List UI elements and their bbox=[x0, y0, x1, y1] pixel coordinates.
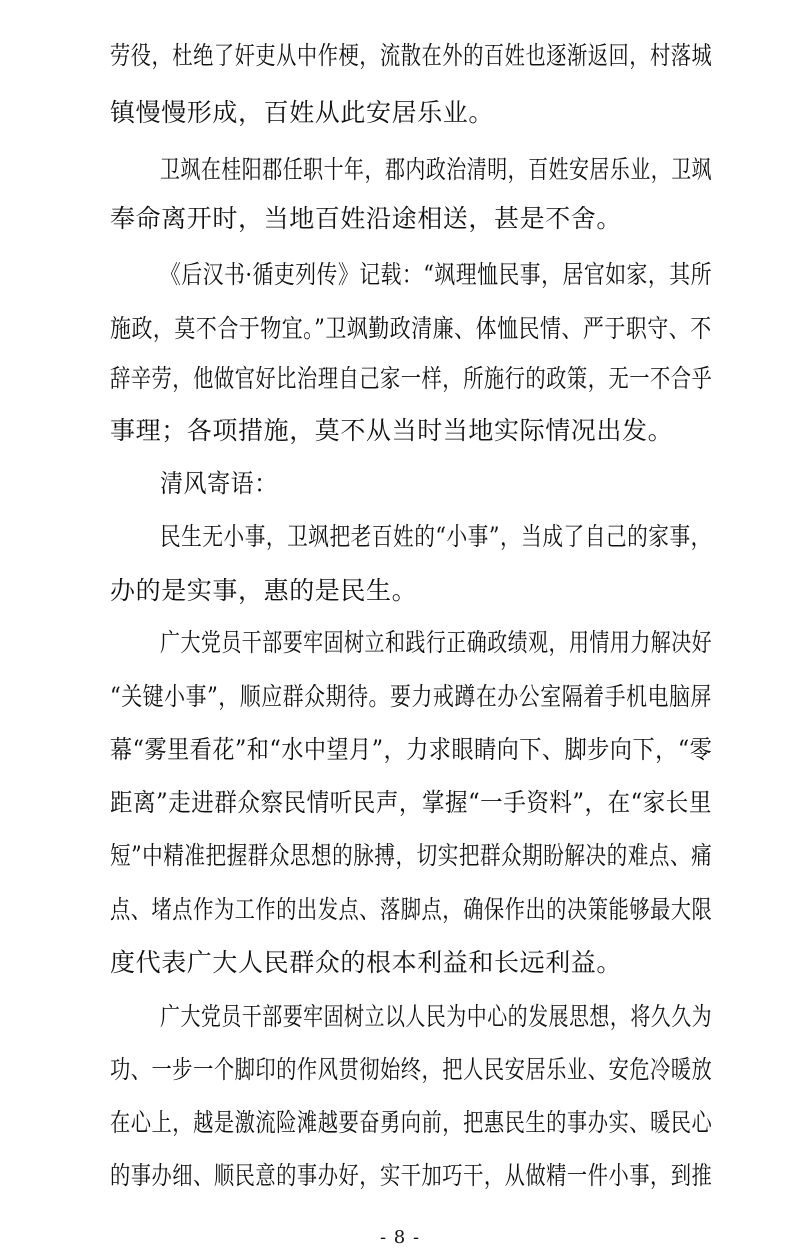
text-line-8: 事理；各项措施，莫不从当时当地实际情况出发。 bbox=[110, 416, 674, 445]
text-line-13: “关键小事”，顺应群众期待。要力戒蹲在办公室隔着手机电脑屏 bbox=[110, 682, 712, 711]
text-line-16: 短”中精准把握群众思想的脉搏，切实把群众期盼解决的难点、痛 bbox=[110, 841, 713, 870]
text-line-2: 镇慢慢形成，百姓从此安居乐业。 bbox=[110, 98, 495, 127]
text-line-14: 幕“雾里看花”和“水中望月”，力求眼睛向下、脚步向下，“零 bbox=[110, 735, 713, 764]
text-line-22: 的事办细、顺民意的事办好，实干加巧干，从做精一件小事，到推 bbox=[110, 1161, 713, 1190]
text-line-15: 距离”走进群众察民情听民声，掌握“一手资料”，在“家长里 bbox=[110, 788, 712, 817]
page-number: - 8 - bbox=[379, 1227, 421, 1248]
text-line-9: 清风寄语： bbox=[160, 469, 278, 498]
text-line-19: 广大党员干部要牢固树立以人民为中心的发展思想，将久久为 bbox=[160, 1002, 713, 1031]
text-line-20: 功、一步一个脚印的作风贯彻始终，把人民安居乐业、安危冷暖放 bbox=[110, 1055, 713, 1084]
text-line-7: 辞辛劳，他做官好比治理自己家一样，所施行的政策，无一不合乎 bbox=[110, 364, 713, 393]
text-line-11: 办的是实事，惠的是民生。 bbox=[110, 576, 418, 605]
text-line-21: 在心上，越是激流险滩越要奋勇向前，把惠民生的事办实、暖民心 bbox=[110, 1108, 713, 1137]
text-line-1: 劳役，杜绝了奸吏从中作梗，流散在外的百姓也逐渐返回，村落城 bbox=[110, 41, 713, 70]
text-line-3: 卫飒在桂阳郡任职十年，郡内政治清明，百姓安居乐业，卫飒 bbox=[160, 155, 713, 184]
text-line-17: 点、堵点作为工作的出发点、落脚点，确保作出的决策能够最大限 bbox=[110, 895, 713, 924]
text-line-6: 施政，莫不合于物宜。”卫飒勤政清廉、体恤民情、严于职守、不 bbox=[110, 314, 712, 343]
text-line-10: 民生无小事，卫飒把老百姓的“小事”，当成了自己的家事， bbox=[160, 522, 712, 551]
text-line-18: 度代表广大人民群众的根本利益和长远利益。 bbox=[110, 948, 623, 977]
text-line-4: 奉命离开时，当地百姓沿途相送，甚是不舍。 bbox=[110, 204, 623, 233]
text-line-5: 《后汉书·循吏列传》记载：“飒理恤民事，居官如家，其所 bbox=[160, 260, 712, 289]
text-line-12: 广大党员干部要牢固树立和践行正确政绩观，用情用力解决好 bbox=[160, 628, 713, 657]
